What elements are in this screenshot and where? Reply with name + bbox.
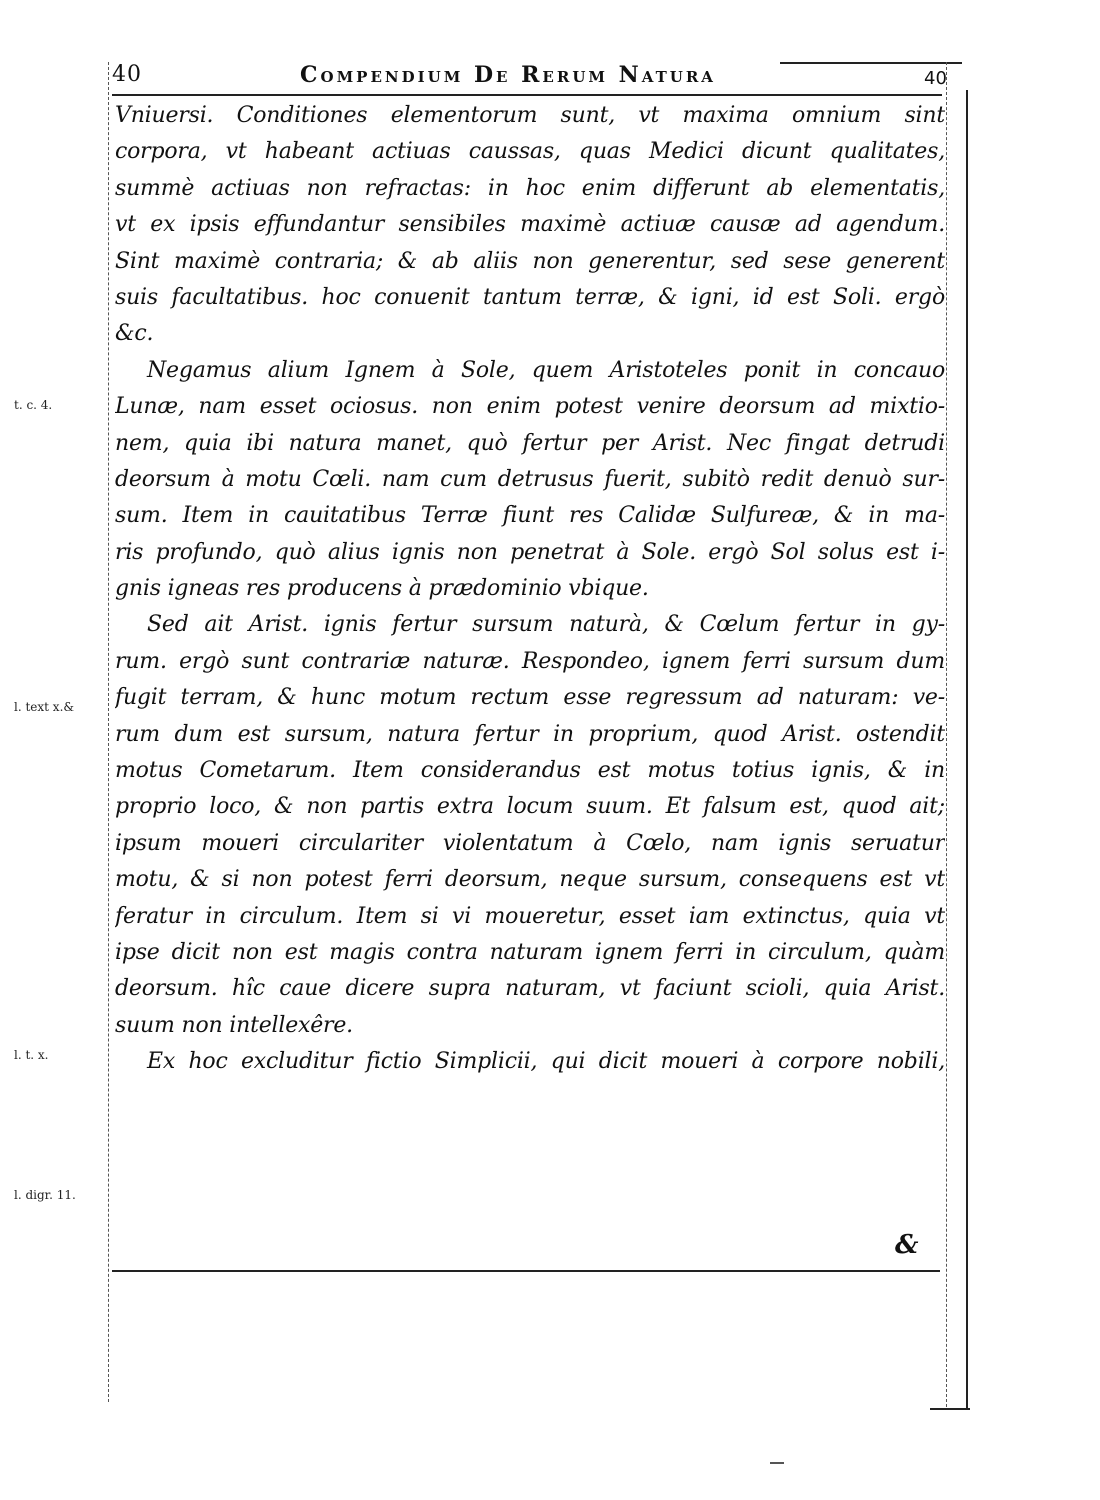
bottom-rule xyxy=(112,1270,940,1272)
text-line: motu, & si non potest ferri deorsum, neque sursum, consequens est vt xyxy=(115,867,945,893)
text-line: fugit terram, & hunc motum rectum esse regressum ad naturam: ve- xyxy=(115,685,945,711)
text-line: sum. Item in cauitatibus Terræ fiunt res Calidæ Sulfureæ, & in ma- xyxy=(115,503,945,529)
text-line: Vniuersi. Conditiones elementorum sunt, vt maxima omnium sint xyxy=(115,103,945,128)
top-rule xyxy=(780,62,962,64)
text-line: rum dum est sursum, natura fertur in proprium, quod Arist. ostendit xyxy=(115,721,945,747)
right-outer-frame-line xyxy=(966,90,968,1410)
text-line: &c. xyxy=(115,321,154,347)
text-line: suis facultatibus. hoc conuenit tantum terræ, & igni, id est Soli. ergò xyxy=(115,284,945,310)
text-line: feratur in circulum. Item si vi moueretur, esset iam extinctus, quia vt xyxy=(115,903,945,929)
text-line: corpora, vt habeant actiuas caussas, quas Medici dicunt qualitates, xyxy=(115,139,945,165)
left-frame-line xyxy=(108,62,109,1402)
text-line: ipse dicit non est magis contra naturam ignem ferri in circulum, quàm xyxy=(115,939,945,965)
text-line: deorsum à motu Cœli. nam cum detrusus fuerit, subitò redit denuò sur- xyxy=(115,466,945,492)
text-line: Sint maximè contraria; & ab aliis non generentur, sed sese generent xyxy=(115,248,945,274)
page-number-right: 40 xyxy=(924,68,947,89)
text-line: deorsum. hîc caue dicere supra naturam, vt faciunt scioli, quia Arist. xyxy=(115,976,945,1002)
paragraph-start-line: Negamus alium Ignem à Sole, quem Aristoteles ponit in concauo xyxy=(147,357,945,383)
text-line: motus Cometarum. Item considerandus est motus totius ignis, & in xyxy=(115,758,945,784)
body-text xyxy=(115,98,945,1081)
page-header xyxy=(112,62,947,90)
margin-note: l. digr. 11. xyxy=(14,1188,76,1202)
margin-note: l. text x.& xyxy=(14,700,75,714)
text-line: ipsum moueri circulariter violentatum à Cœlo, nam ignis seruatur xyxy=(115,830,945,856)
running-title: Compendium De Rerum Natura xyxy=(300,62,716,88)
page-number-left: 40 xyxy=(112,62,142,87)
right-frame-line xyxy=(946,62,947,1407)
catchword: & xyxy=(895,1230,919,1260)
text-line: Lunæ, nam esset ociosus. non enim potest venire deorsum ad mixtio- xyxy=(115,394,945,420)
text-line: gnis igneas res producens à prædominio vbique. xyxy=(115,576,649,602)
text-line: proprio loco, & non partis extra locum suum. Et falsum est, quod ait; xyxy=(115,794,945,820)
print-speck xyxy=(770,1462,784,1464)
text-line: nem, quia ibi natura manet, quò fertur per Arist. Nec fingat detrudi xyxy=(115,430,945,456)
bottom-rule-lower xyxy=(930,1408,970,1410)
text-line: ris profundo, quò alius ignis non penetrat à Sole. ergò Sol solus est i- xyxy=(115,539,945,565)
text-line: summè actiuas non refractas: in hoc enim differunt ab elementatis, xyxy=(115,175,945,201)
paragraph-start-line: Ex hoc excluditur fictio Simplicii, qui dicit moueri à corpore nobili, xyxy=(147,1049,945,1075)
text-line: rum. ergò sunt contrariæ naturæ. Respondeo, ignem ferri sursum dum xyxy=(115,648,945,674)
text-line: suum non intellexêre. xyxy=(115,1012,353,1038)
margin-note: t. c. 4. xyxy=(14,398,53,412)
margin-note: l. t. x. xyxy=(14,1048,49,1062)
paragraph-start-line: Sed ait Arist. ignis fertur sursum naturà, & Cœlum fertur in gy- xyxy=(147,612,945,638)
text-line: vt ex ipsis effundantur sensibiles maximè actiuæ causæ ad agendum. xyxy=(115,212,945,238)
header-rule xyxy=(112,94,942,96)
